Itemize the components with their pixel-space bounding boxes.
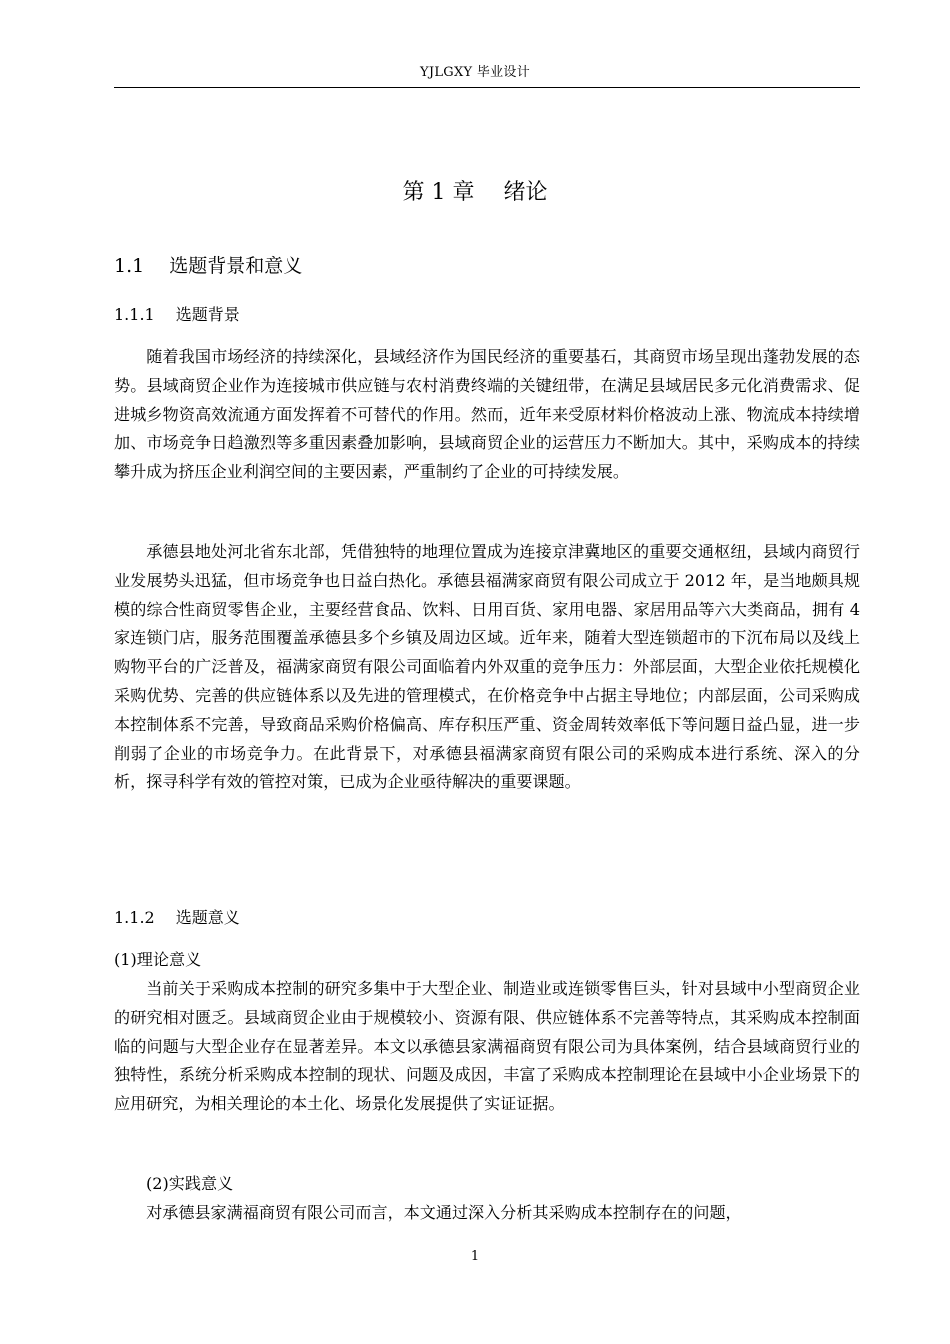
theory-significance-label: (1)理论意义	[114, 950, 202, 969]
chapter-title: 第 1 章 绪论	[402, 180, 548, 205]
practice-significance-label: (2)实践意义	[146, 1174, 234, 1193]
background-paragraph-1: 随着我国市场经济的持续深化，县域经济作为国民经济的重要基石，其商贸市场呈现出蓬勃发展的态势。县域商贸企业作为连接城市供应链与农村消费终端的关键纽带，在满足县域居民多元化消费需求、促进城乡物资高效流通方面发挥着不可替代的作用。然而，近年来受原材料价格波动上涨、物流成本持续增加、市场竞争日趋激烈等多重因素叠加影响，县域商贸企业的运营压力不断加大。其中，采购成本的持续攀升成为挤压企业利润空间的主要因素，严重制约了企业的可持续发展。	[114, 347, 860, 482]
header-rule	[114, 87, 860, 88]
section-heading-1-1-1: 1.1.1 选题背景	[114, 305, 240, 324]
section-heading-1-1-2: 1.1.2 选题意义	[114, 908, 240, 927]
theory-significance-paragraph: 当前关于采购成本控制的研究多集中于大型企业、制造业或连锁零售巨头，针对县域中小型商贸企业的研究相对匮乏。县域商贸企业由于规模较小、资源有限、供应链体系不完善等特点，其采购成本控制面临的问题与大型企业存在显著差异。本文以承德县家满福商贸有限公司为具体案例，结合县域商贸行业的独特性，系统分析采购成本控制的现状、问题及成因，丰富了采购成本控制理论在县域中小企业场景下的应用研究，为相关理论的本土化、场景化发展提供了实证证据。	[114, 979, 860, 1114]
practice-significance-paragraph: 对承德县家满福商贸有限公司而言，本文通过深入分析其采购成本控制存在的问题，	[146, 1203, 742, 1222]
running-header: YJLGXY 毕业设计	[419, 65, 531, 80]
section-heading-1-1: 1.1 选题背景和意义	[114, 255, 303, 277]
page-number: 1	[470, 1249, 480, 1264]
background-paragraph-2: 承德县地处河北省东北部，凭借独特的地理位置成为连接京津冀地区的重要交通枢纽，县域内商贸行业发展势头迅猛，但市场竞争也日益白热化。承德县福满家商贸有限公司成立于 2012 年，是当地颇具规模的综合性商贸零售企业，主要经营食品、饮料、日用百货、家用电器、家居用品等六大类商品，拥有 4 家连锁门店，服务范围覆盖承德县多个乡镇及周边区域。近年来，随着大型连锁超市的下沉布局以及线上购物平台的广泛普及，福满家商贸有限公司面临着内外双重的竞争压力：外部层面，大型企业依托规模化采购优势、完善的供应链体系以及先进的管理模式，在价格竞争中占据主导地位；内部层面，公司采购成本控制体系不完善，导致商品采购价格偏高、库存积压严重、资金周转效率低下等问题日益凸显，进一步削弱了企业的市场竞争力。在此背景下，对承德县福满家商贸有限公司的采购成本进行系统、深入的分析，探寻科学有效的管控对策，已成为企业亟待解决的重要课题。	[114, 542, 860, 792]
